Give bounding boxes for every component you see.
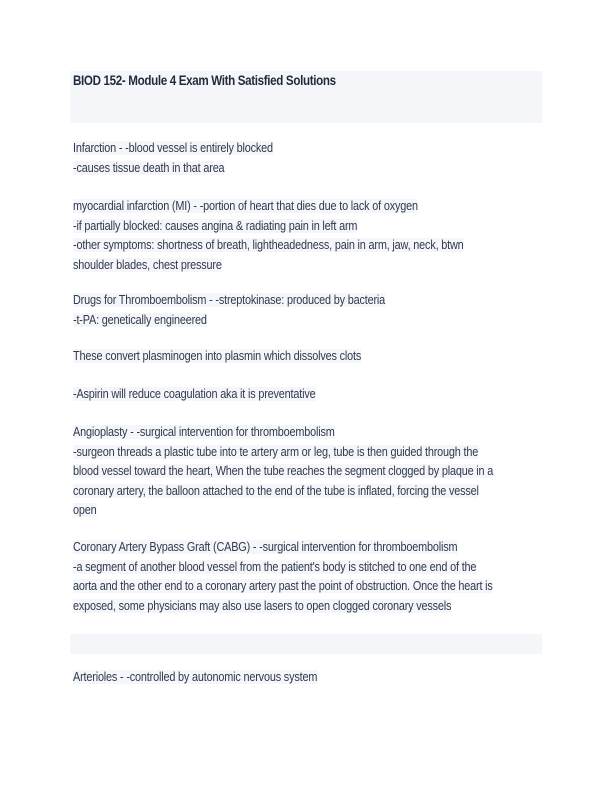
paragraph-plasminogen xyxy=(73,347,404,367)
text-line: -a segment of another blood vessel from the patient's body is stitched to one end of the xyxy=(73,559,477,574)
paragraph-cabg xyxy=(73,538,555,616)
text-line: blood vessel toward the heart, When the tube reaches the segment clogged by plaque in a xyxy=(73,464,494,478)
text-line: Infarction - -blood vessel is entirely blocked xyxy=(73,141,273,155)
text-line: myocardial infarction (MI) - -portion of heart that dies due to lack of oxygen xyxy=(73,199,418,213)
text-line: These convert plasminogen into plasmin which dissolves clots xyxy=(73,349,362,363)
text-line: Drugs for Thromboembolism - -streptokinase: produced by bacteria xyxy=(73,293,386,307)
text-line: Arterioles - -controlled by autonomic nervous system xyxy=(73,670,318,684)
text-line: -t-PA: genetically engineered xyxy=(73,312,207,327)
paragraph-angioplasty xyxy=(73,423,556,521)
text-line: aorta and the other end to a coronary artery past the point of obstruction. Once the heart is xyxy=(73,579,493,593)
paragraph-infarction xyxy=(73,139,303,178)
paragraph-myocardial-infarction xyxy=(73,197,522,275)
separator-band xyxy=(70,634,542,654)
text-line: coronary artery, the balloon attached to the end of the tube is inflated, forcing the vessel xyxy=(73,483,479,498)
text-line: Coronary Artery Bypass Graft (CABG) - -surgical intervention for thromboembolism xyxy=(73,540,458,554)
paragraph-drugs-thromboembolism xyxy=(73,291,432,330)
text-line: -causes tissue death in that area xyxy=(73,160,225,175)
document-title: BIOD 152- Module 4 Exam With Satisfied Solutions xyxy=(73,73,336,88)
text-line: -other symptoms: shortness of breath, lightheadedness, pain in arm, jaw, neck, btwn xyxy=(73,238,464,252)
text-line: Angioplasty - -surgical intervention for thromboembolism xyxy=(73,425,335,439)
text-line: shoulder blades, chest pressure xyxy=(73,257,222,272)
paragraph-aspirin xyxy=(73,385,352,405)
text-line: -surgeon threads a plastic tube into te artery arm or leg, tube is then guided through the xyxy=(73,444,479,459)
text-line: -Aspirin will reduce coagulation aka it is preventative xyxy=(73,387,316,401)
text-line: open xyxy=(73,503,97,517)
paragraph-arterioles xyxy=(73,668,354,688)
text-line: -if partially blocked: causes angina & radiating pain in left arm xyxy=(73,218,358,233)
text-line: exposed, some physicians may also use lasers to open clogged coronary vessels xyxy=(73,598,452,613)
